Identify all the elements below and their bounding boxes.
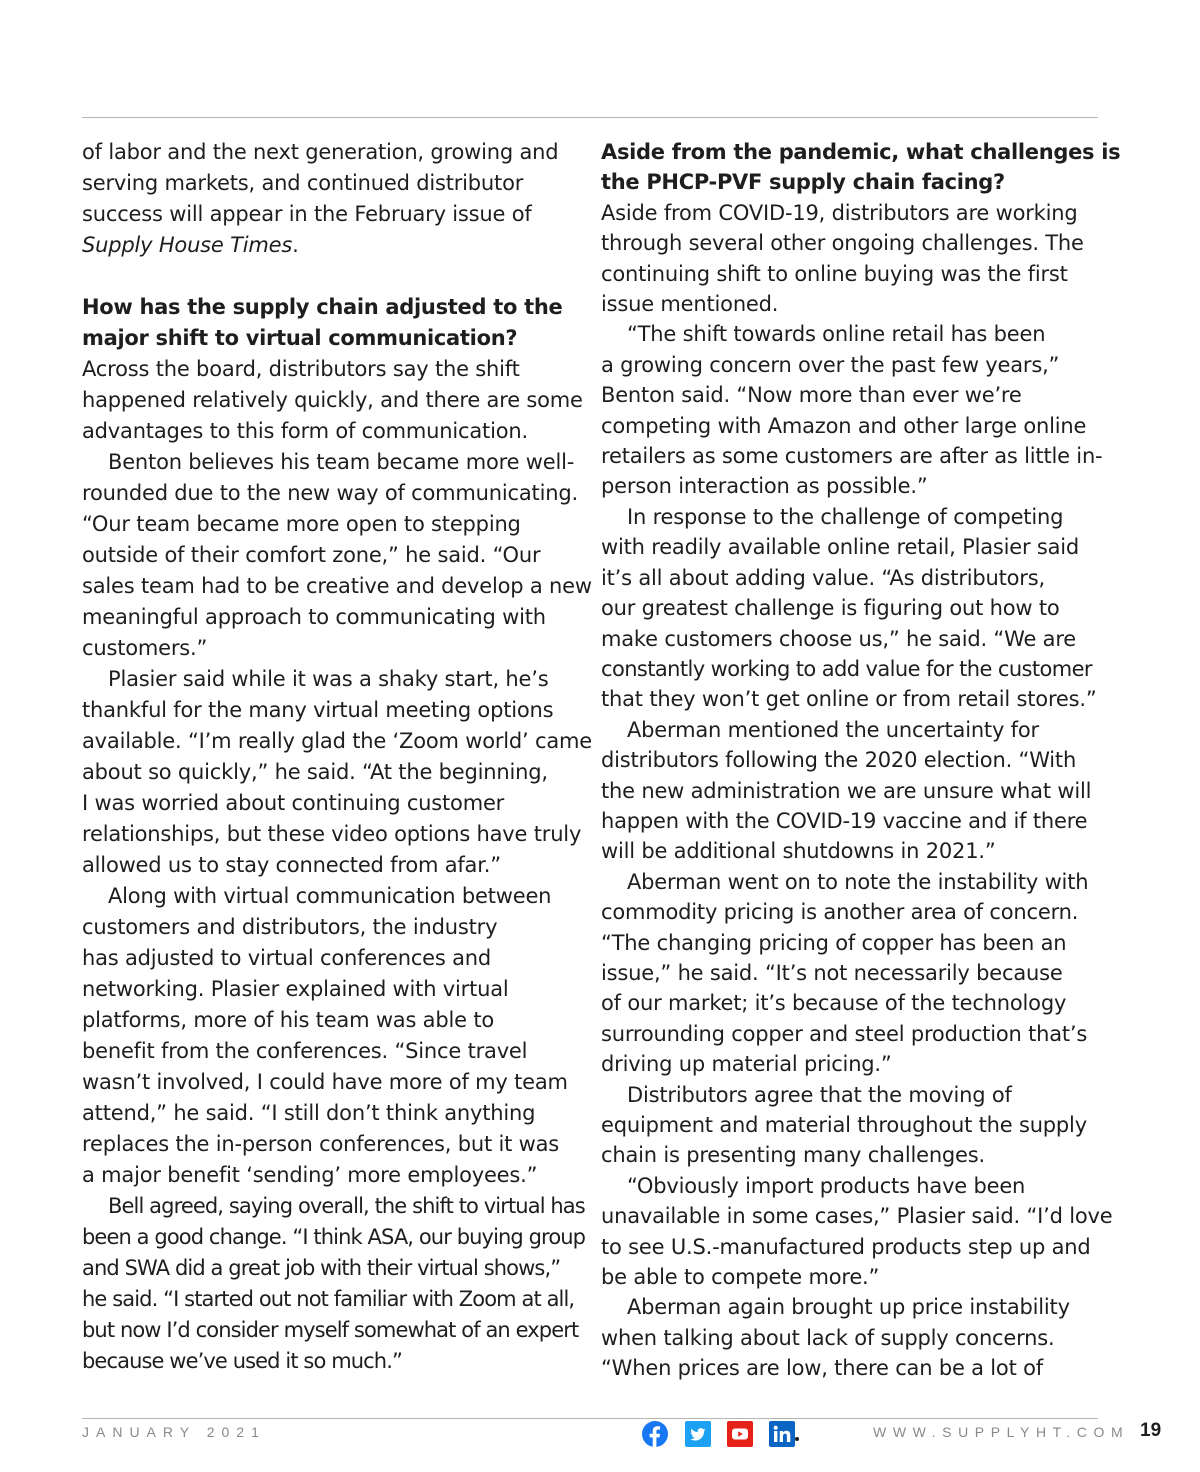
youtube-icon[interactable] bbox=[727, 1421, 753, 1447]
body-paragraph: Plasier said while it was a shaky start, he’s thankful for the many virtual meeting options available. “I’m really glad the ‘Zoom world’ came about so quickly,” he said. “At the beginning, I was worried about continuing customer relationships, but these video options have truly allowed us to stay connected from afar.” bbox=[82, 667, 592, 877]
body-paragraph: Along with virtual communication between customers and distributors, the industry has adjusted to virtual conferences and networking. Plasier explained with virtual platforms, more of his team was able to benefit from the conferences. “Since travel wasn’t involved, I could have more of my team attend,” he said. “I still don’t think anything replaces the in-person conferences, but it was a major benefit ‘sending’ more employees.” bbox=[82, 884, 568, 1187]
intro-paragraph: of labor and the next generation, growing and serving markets, and continued distributor success will appear in the February issue of Supply House Times. bbox=[82, 140, 559, 257]
body-paragraph: Benton believes his team became more well- rounded due to the new way of communicating. “Our team became more open to stepping outside of their comfort zone,” he said. “Our sales team had to be creative and develop a new meaningful approach to communicating with customers.” bbox=[82, 450, 592, 660]
question-heading-supply-chain-challenges: Aside from the pandemic, what challenges is the PHCP-PVF supply chain facing? bbox=[601, 140, 1121, 195]
right-column bbox=[601, 137, 1121, 1384]
body-paragraph: Aberman mentioned the uncertainty for distributors following the 2020 election. “With the new administration we are unsure what will happen with the COVID-19 vaccine and if there will be additional shutdowns in 2021.” bbox=[601, 717, 1092, 864]
linkedin-dot bbox=[795, 1437, 799, 1441]
body-paragraph: “Obviously import products have been unavailable in some cases,” Plasier said. “I’d love to see U.S.-manufactured products step up and be able to compete more.” bbox=[601, 1173, 1113, 1290]
body-paragraph: Aside from COVID-19, distributors are working through several other ongoing challenges. The continuing shift to online buying was the first issue mentioned. bbox=[601, 200, 1084, 317]
body-paragraph: Aberman again brought up price instability when talking about lack of supply concerns. “When prices are low, there can be a lot of bbox=[601, 1295, 1070, 1381]
top-divider bbox=[82, 117, 1098, 118]
publication-title: Supply House Times bbox=[82, 233, 293, 257]
body-paragraph: Aberman went on to note the instability with commodity pricing is another area of concern. “The changing pricing of copper has been an issue,” he said. “It’s not necessarily because of our market; it’s because of the technology surrounding copper and steel production that’s driving up material pricing.” bbox=[601, 869, 1089, 1077]
issue-date: JANUARY 2021 bbox=[82, 1424, 266, 1440]
footer-divider bbox=[82, 1418, 1098, 1419]
body-paragraph: In response to the challenge of competing with readily available online retail, Plasier said it’s all about adding value. “As distributors, our greatest challenge is figuring out how to make customers choose us,” he said. “We are constantly working to add value for the customer that they won’t get online or from retail stores.” bbox=[601, 504, 1097, 712]
facebook-icon[interactable] bbox=[642, 1421, 668, 1447]
page-number: 19 bbox=[1140, 1420, 1162, 1441]
body-paragraph: “The shift towards online retail has been a growing concern over the past few years,” Benton said. “Now more than ever we’re competing with Amazon and other large online retailers as some customers are after as little in- person interaction as possible.” bbox=[601, 322, 1103, 499]
left-column bbox=[82, 137, 592, 1377]
website-url[interactable]: WWW.SUPPLYHT.COM bbox=[873, 1424, 1130, 1440]
linkedin-icon[interactable] bbox=[769, 1421, 795, 1447]
body-paragraph: Bell agreed, saying overall, the shift to virtual has been a good change. “I think ASA, our buying group and SWA did a great job with their virtual shows,” he said. “I started out not familiar with Zoom at all, but now I’d consider myself somewhat of an expert because we’ve used it so much.” bbox=[82, 1194, 586, 1373]
twitter-icon[interactable] bbox=[685, 1421, 711, 1447]
body-paragraph: Across the board, distributors say the shift happened relatively quickly, and there are some advantages to this form of communication. bbox=[82, 357, 583, 443]
question-heading-virtual-communication: How has the supply chain adjusted to the major shift to virtual communication? bbox=[82, 295, 563, 350]
body-paragraph: Distributors agree that the moving of equipment and material throughout the supply chain is presenting many challenges. bbox=[601, 1082, 1087, 1168]
